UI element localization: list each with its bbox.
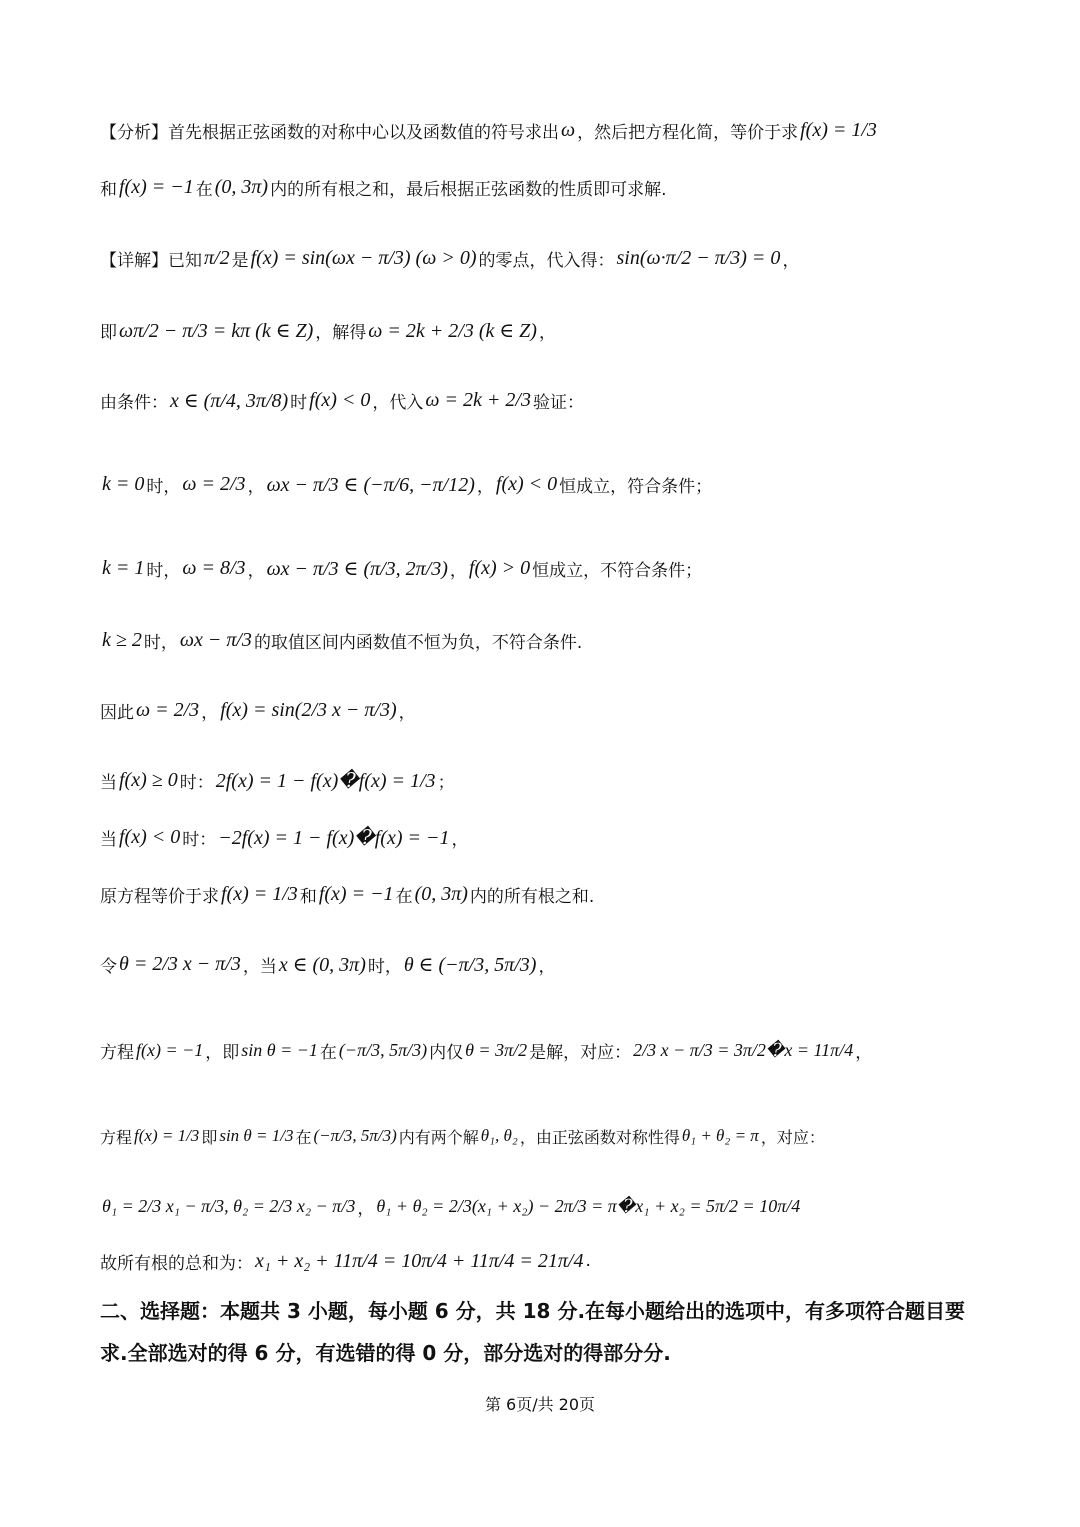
- math-expression: ωx − π/3 ∈ (π/3, 2π/3): [266, 557, 448, 580]
- math-expression: θ ∈ (−π/3, 5π/3): [403, 953, 537, 976]
- text-segment: 的零点，代入得：: [478, 250, 615, 271]
- text-segment: 时: [290, 392, 308, 413]
- math-expression: θ₁ + θ₂ = π: [681, 1126, 759, 1145]
- math-expression: f(x) = sin(ωx − π/3) (ω > 0): [250, 246, 477, 269]
- detail-line-3: [100, 378, 970, 422]
- math-expression: sin θ = 1/3: [219, 1126, 294, 1145]
- text-segment: 当: [100, 829, 117, 850]
- text-segment: 故所有根的总和为：: [100, 1253, 253, 1274]
- text-segment: ，: [247, 560, 265, 581]
- text-segment: ，然后把方程化简，等价于求: [577, 122, 799, 143]
- detail-line-12: [100, 1028, 970, 1072]
- text-segment: ，: [201, 702, 219, 723]
- text-segment: 内的所有根之和，最后根据正弦函数的性质即可求解.: [270, 179, 667, 200]
- math-expression: f(x) = 1/3: [221, 882, 298, 905]
- text-segment: ，: [476, 476, 494, 497]
- text-segment: 令: [100, 956, 117, 977]
- text-segment: ，: [855, 1042, 873, 1063]
- analysis-line-2: [100, 170, 970, 204]
- math-expression: x ∈ (0, 3π): [278, 953, 366, 976]
- math-expression: f(x) = −1: [136, 1039, 204, 1060]
- text-segment: ，解得: [315, 322, 367, 343]
- text-segment: 内仅: [429, 1042, 464, 1063]
- text-segment: ；: [437, 772, 455, 793]
- math-expression: ω = 2k + 2/3 (k ∈ Z): [368, 319, 537, 342]
- text-segment: ，代入: [372, 392, 424, 413]
- math-expression: x₁ + x₂ + 11π/4 = 10π/4 + 11π/4 = 21π/4: [255, 1249, 584, 1272]
- math-expression: f(x) = −1: [119, 175, 194, 198]
- text-segment: 时：: [179, 772, 214, 793]
- math-expression: ω = 2k + 2/3: [425, 388, 531, 411]
- math-expression: f(x) < 0: [309, 388, 371, 411]
- math-expression: f(x) = 1/3: [800, 118, 877, 141]
- math-expression: −2f(x) = 1 − f(x)�f(x) = −1: [218, 826, 450, 849]
- text-segment: .: [585, 1251, 591, 1271]
- math-expression: sin θ = −1: [241, 1039, 318, 1060]
- text-segment: 恒成立，不符合条件；: [532, 560, 703, 581]
- detail-line-13: [100, 1114, 970, 1158]
- text-segment: ，: [449, 560, 467, 581]
- math-expression: ωx − π/3 ∈ (−π/6, −π/12): [266, 473, 475, 496]
- math-expression: (−π/3, 5π/3): [313, 1126, 397, 1145]
- math-expression: f(x) < 0: [495, 472, 558, 495]
- text-segment: 即: [100, 322, 117, 343]
- math-expression: f(x) = −1: [318, 882, 394, 905]
- text-segment: ，即: [205, 1042, 240, 1063]
- text-segment: 时，: [146, 476, 181, 497]
- text-segment: ，: [357, 1198, 375, 1219]
- math-expression: π/2: [204, 246, 230, 269]
- detail-line-6: [100, 620, 970, 660]
- math-expression: sin(ω·π/2 − π/3) = 0: [616, 246, 781, 269]
- text-segment: 由条件：: [100, 392, 168, 413]
- text-segment: 方程: [100, 1042, 134, 1063]
- text-segment: 和: [100, 179, 117, 200]
- text-segment: 【分析】首先根据正弦函数的对称中心以及函数值的符号求出: [100, 122, 559, 143]
- text-segment: 恒成立，符合条件；: [559, 476, 713, 497]
- math-expression: (−π/3, 5π/3): [338, 1039, 428, 1060]
- text-segment: 在: [195, 179, 213, 200]
- text-segment: 时：: [182, 829, 217, 850]
- math-expression: (0, 3π): [414, 882, 468, 905]
- math-expression: x ∈ (π/4, 3π/8): [170, 389, 289, 412]
- math-expression: θ = 3π/2: [465, 1039, 528, 1060]
- detail-line-1: [100, 236, 970, 280]
- math-expression: 2/3 x − π/3 = 3π/2�x = 11π/4: [633, 1039, 854, 1060]
- text-segment: ，当: [242, 956, 277, 977]
- detail-line-2: [100, 308, 970, 352]
- analysis-line-1: [100, 108, 970, 152]
- text-segment: ，: [398, 702, 416, 723]
- math-expression: (0, 3π): [214, 175, 269, 198]
- math-expression: k = 1: [102, 556, 145, 579]
- math-expression: θ₁, θ₂: [480, 1126, 518, 1145]
- text-segment: 在: [395, 886, 413, 907]
- math-expression: ωx − π/3: [179, 628, 252, 651]
- text-segment: 当: [100, 772, 117, 793]
- text-segment: 是: [231, 250, 249, 271]
- text-segment: 时，: [146, 560, 181, 581]
- math-expression: θ₁ + θ₂ = 2/3(x₁ + x₂) − 2π/3 = π�x₁ + x₂ = 5π/2 = 10π/4: [376, 1195, 801, 1216]
- detail-line-14: [100, 1184, 970, 1228]
- math-expression: f(x) > 0: [468, 556, 531, 579]
- math-expression: f(x) = sin(2/3 x − π/3): [220, 698, 397, 721]
- text-segment: 在: [319, 1042, 337, 1063]
- text-segment: 在: [295, 1127, 312, 1147]
- text-segment: ，: [451, 829, 469, 850]
- detail-line-8: [100, 760, 970, 800]
- text-segment: ，: [247, 476, 265, 497]
- math-expression: f(x) < 0: [119, 825, 181, 848]
- text-segment: 时，: [367, 956, 402, 977]
- math-expression: ω = 2/3: [182, 472, 246, 495]
- text-segment: ，: [538, 322, 556, 343]
- math-expression: ω = 2/3: [136, 698, 200, 721]
- text-segment: 【详解】已知: [100, 250, 202, 271]
- text-segment: 的取值区间内函数值不恒为负，不符合条件.: [253, 632, 583, 653]
- text-segment: 是解，对应：: [529, 1042, 632, 1063]
- text-segment: 内有两个解: [398, 1127, 479, 1147]
- text-segment: ，: [782, 250, 800, 271]
- detail-line-4: [100, 462, 970, 506]
- math-expression: k ≥ 2: [102, 628, 142, 651]
- text-segment: 内的所有根之和.: [469, 886, 595, 907]
- text-segment: 因此: [100, 702, 134, 723]
- detail-line-7: [100, 688, 970, 732]
- text-segment: 时，: [143, 632, 178, 653]
- math-expression: 2f(x) = 1 − f(x)�f(x) = 1/3: [215, 769, 436, 792]
- text-segment: 方程: [100, 1127, 133, 1147]
- detail-line-9: [100, 820, 970, 854]
- text-segment: 验证：: [532, 392, 584, 413]
- detail-line-15: [100, 1240, 970, 1282]
- math-expression: θ = 2/3 x − π/3: [119, 952, 241, 975]
- math-expression: θ₁ = 2/3 x₁ − π/3, θ₂ = 2/3 x₂ − π/3: [102, 1195, 356, 1216]
- text-segment: ，由正弦函数对称性得: [519, 1127, 680, 1147]
- text-segment: ，: [538, 956, 556, 977]
- text-segment: 和: [299, 886, 317, 907]
- page-footer: 第 6页/共 20页: [484, 1395, 596, 1414]
- math-expression: ω: [561, 118, 576, 141]
- math-expression: ω = 8/3: [182, 556, 246, 579]
- detail-line-10: [100, 874, 970, 914]
- math-expression: f(x) ≥ 0: [119, 768, 178, 791]
- text-segment: 原方程等价于求: [100, 886, 219, 907]
- math-expression: k = 0: [102, 472, 145, 495]
- text-segment: ，对应：: [760, 1127, 825, 1147]
- detail-line-11: [100, 942, 970, 986]
- text-segment: 即: [201, 1127, 218, 1147]
- section-heading: 二、选择题：本题共 3 小题，每小题 6 分，共 18 分.在每小题给出的选项中，有多项符合题目要求.全部选对的得 6 分，有选错的得 0 分，部分选对的得部分分.: [100, 1299, 966, 1365]
- math-expression: ωπ/2 − π/3 = kπ (k ∈ Z): [119, 319, 314, 342]
- math-expression: f(x) = 1/3: [134, 1126, 200, 1145]
- detail-line-5: [100, 546, 970, 590]
